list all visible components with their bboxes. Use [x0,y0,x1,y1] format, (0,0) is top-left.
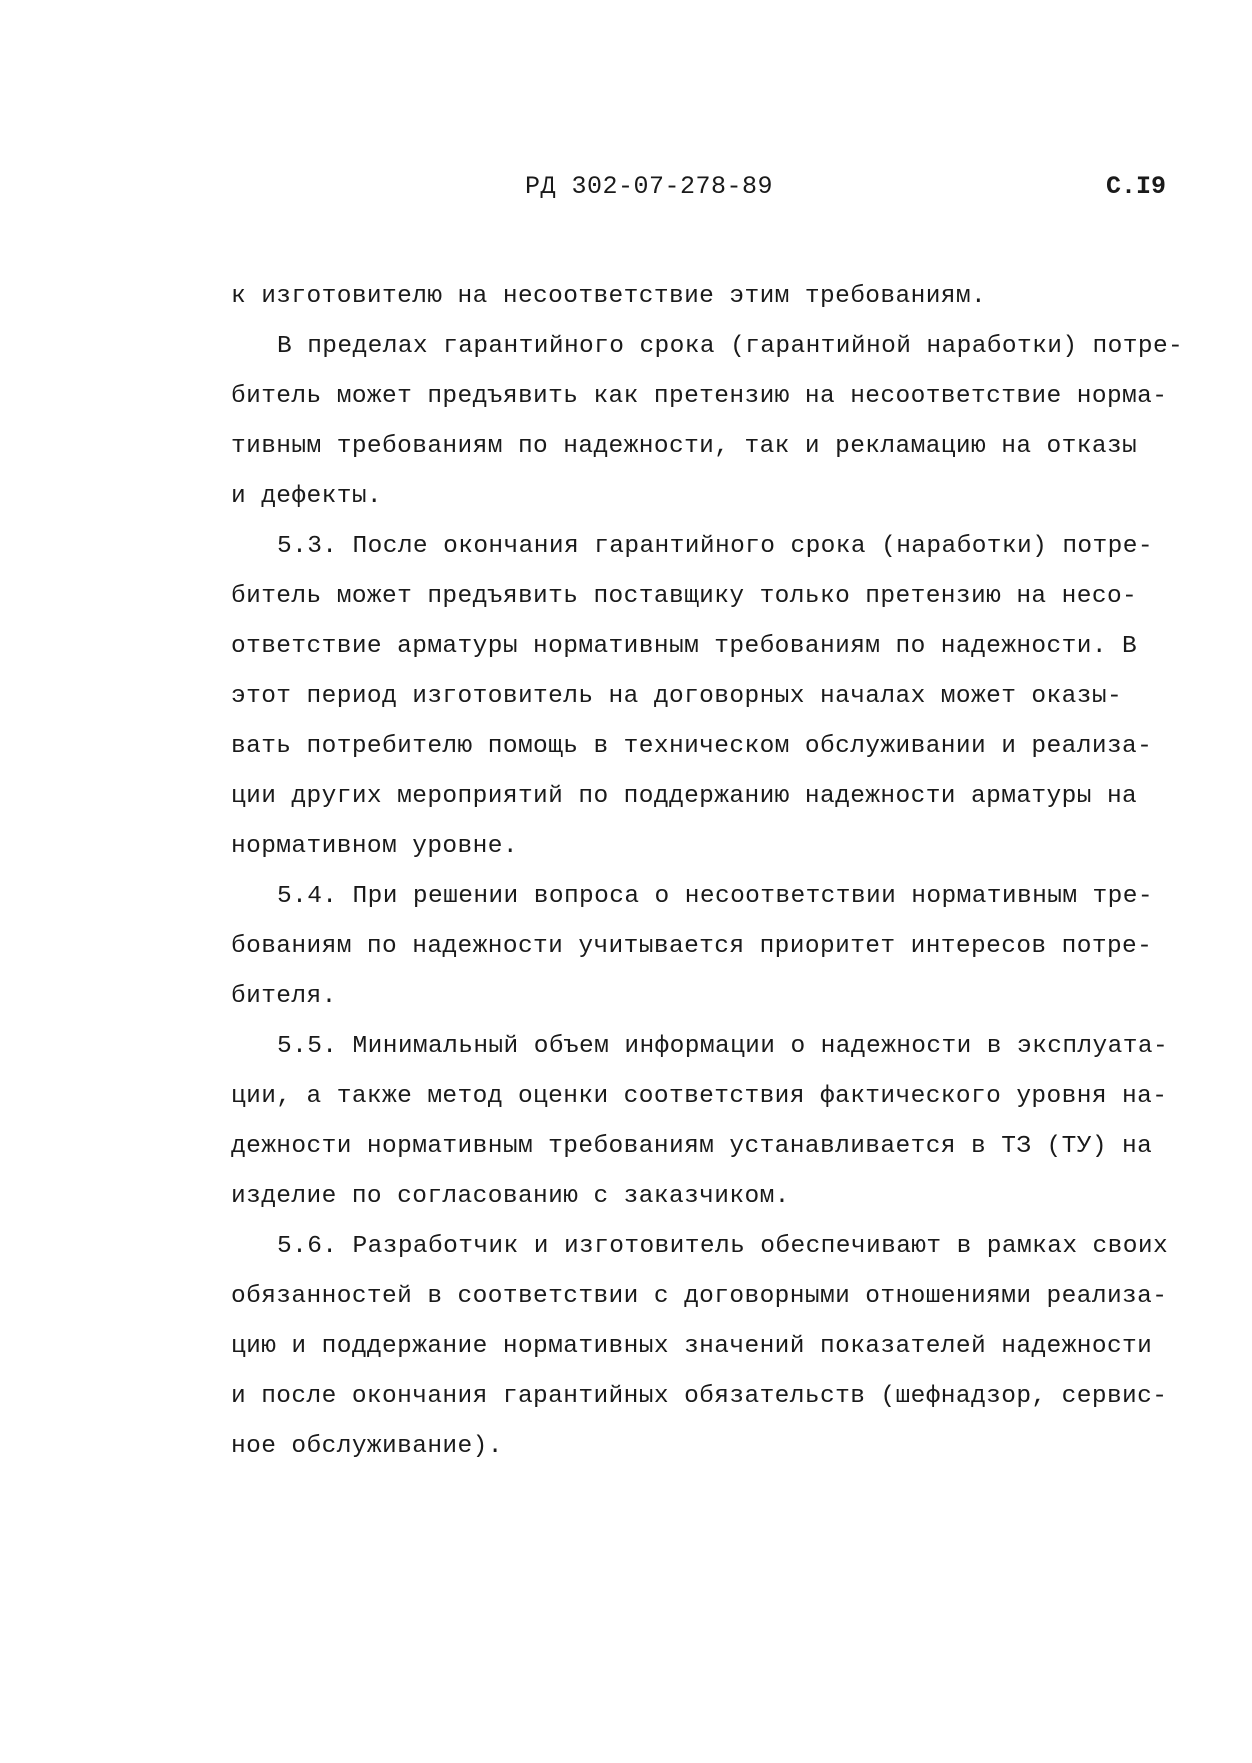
text-line: бителя. [231,983,337,1010]
text-line: ции, а также метод оценки соответствия фактического уровня на- [231,1083,1168,1110]
text-line: тивным требованиям по надежности, так и рекламацию на отказы [231,433,1138,460]
page-number: С.I9 [1106,172,1167,201]
text-line: ное обслуживание). [231,1433,503,1460]
text-line: обязанностей в соответствии с договорными отношениями реализа- [231,1283,1168,1310]
text-line: к изготовителю на несоответствие этим требованиям. [231,283,987,310]
text-line: бованиям по надежности учитывается приоритет интересов потре- [231,933,1153,960]
text-line: ции других мероприятий по поддержанию надежности арматуры на [231,783,1138,810]
text-line: цию и поддержание нормативных значений показателей надежности [231,1333,1153,1360]
text-line: вать потребителю помощь в техническом обслуживании и реализа- [231,733,1153,760]
text-line: 5.6. Разработчик и изготовитель обеспечивают в рамках своих [277,1233,1169,1260]
text-line: и после окончания гарантийных обязательств (шефнадзор, сервис- [231,1383,1168,1410]
text-line: 5.3. После окончания гарантийного срока (наработки) потре- [277,533,1153,560]
text-line: дежности нормативным требованиям устанавливается в ТЗ (ТУ) на [231,1133,1153,1160]
text-line: битель может предъявить как претензию на несоответствие норма- [231,383,1168,410]
text-line: В пределах гарантийного срока (гарантийной наработки) потре- [277,333,1184,360]
text-line: ответствие арматуры нормативным требованиям по надежности. В [231,633,1138,660]
document-number: РД 302-07-278-89 [525,172,774,201]
text-line: изделие по согласованию с заказчиком. [231,1183,790,1210]
text-line: и дефекты. [231,483,383,510]
text-line: битель может предъявить поставщику только претензию на несо- [231,583,1138,610]
text-line: 5.5. Минимальный объем информации о надежности в эксплуата- [277,1033,1169,1060]
text-line: этот период изготовитель на договорных началах может оказы- [231,683,1123,710]
text-line: нормативном уровне. [231,833,518,860]
text-line: 5.4. При решении вопроса о несоответствии нормативным тре- [277,883,1153,910]
document-body [231,272,1221,1472]
